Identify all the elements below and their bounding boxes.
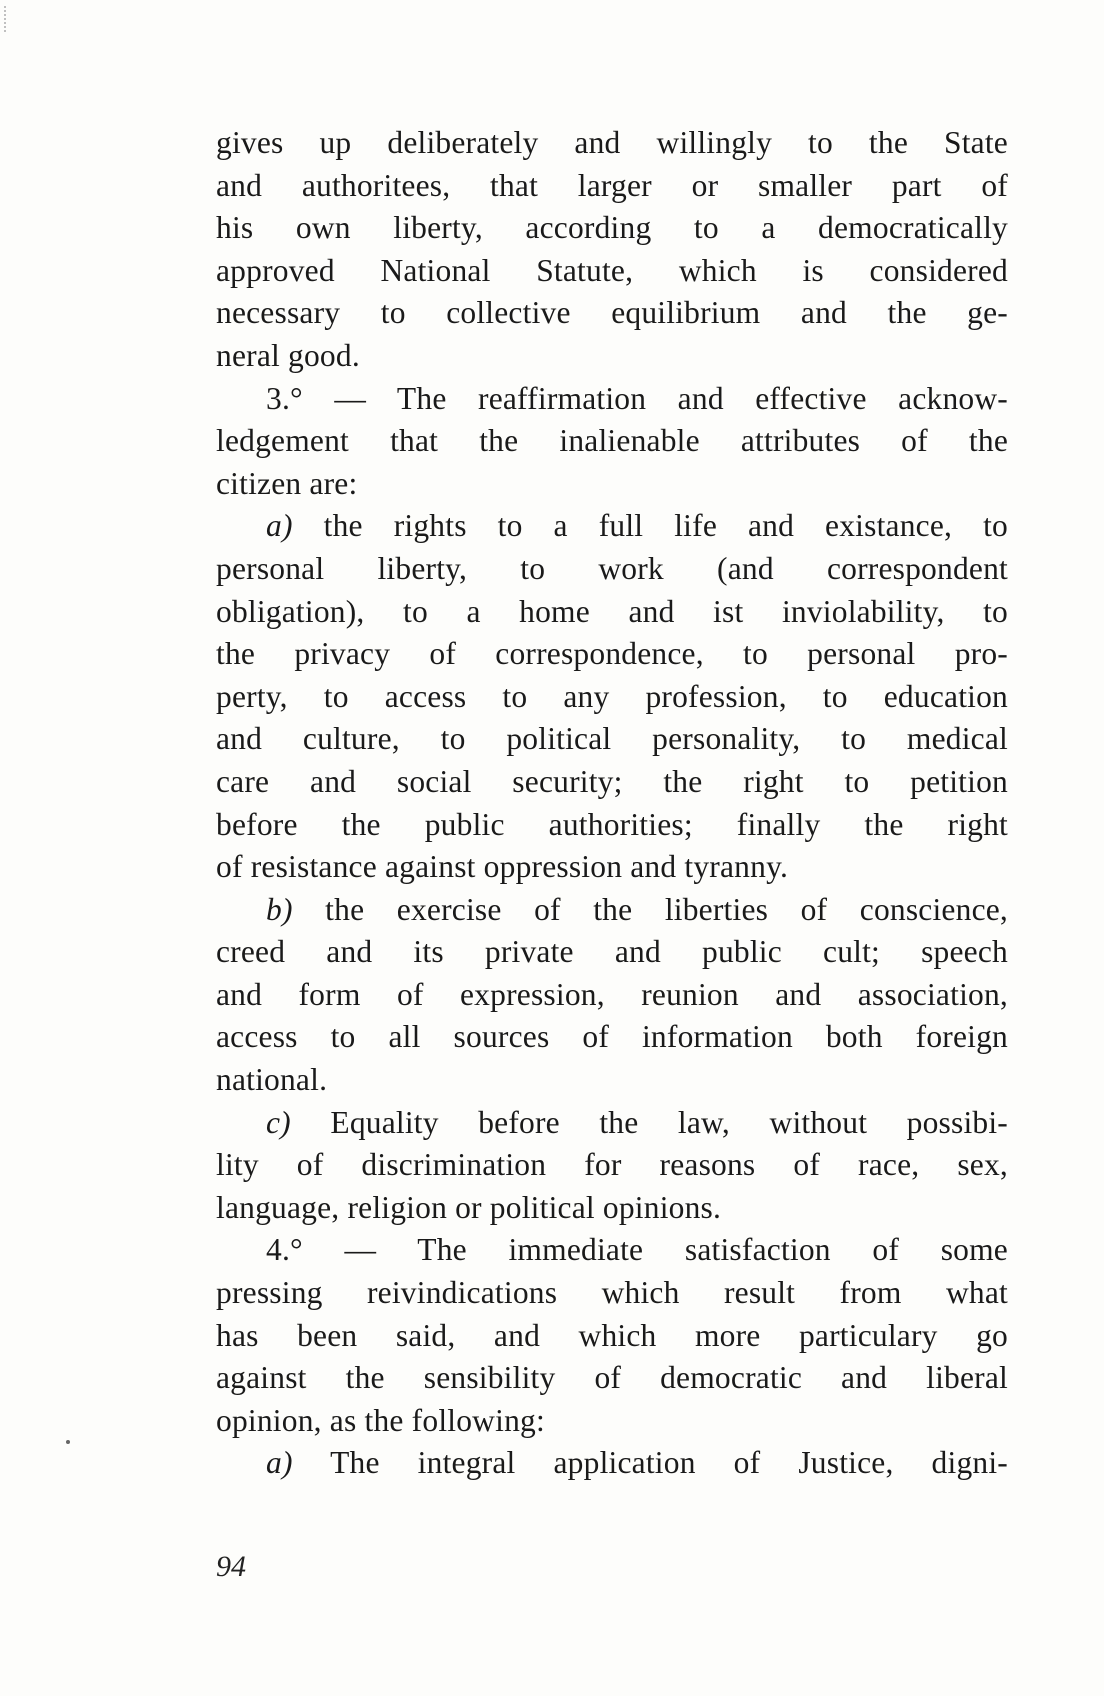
text-line: against the sensibility of democratic and liberal — [216, 1360, 1008, 1396]
text-line: neral good. — [216, 337, 360, 373]
text-line: his own liberty, according to a democratically — [216, 210, 1008, 246]
text-line: and authoritees, that larger or smaller part of — [216, 167, 1008, 203]
text-line: gives up deliberately and willingly to the State — [216, 125, 1008, 160]
text-line: pressing reivindications which result from what — [216, 1275, 1008, 1311]
list-marker: c) — [266, 1104, 291, 1140]
text-line: 3.° — The reaffirmation and effective acknow- — [266, 380, 1008, 416]
text-line: before the public authorities; finally the right — [216, 806, 1008, 842]
page-number: 94 — [216, 1550, 246, 1583]
text-run: the rights to a full life and existance, to — [323, 508, 1008, 544]
page-speck — [66, 1440, 70, 1444]
text-line: national. — [216, 1062, 328, 1098]
text-line: necessary to collective equilibrium and the ge- — [216, 295, 1008, 331]
text-line: obligation), to a home and ist inviolability, to — [216, 593, 1008, 629]
text-line — [216, 505, 1008, 548]
list-marker: a) — [266, 508, 293, 544]
text-line — [216, 1102, 1008, 1145]
text-line: the privacy of correspondence, to personal pro- — [216, 636, 1008, 672]
text-run: Equality before the law, without possibi- — [330, 1104, 1008, 1140]
text-line: citizen are: — [216, 465, 358, 501]
text-line: has been said, and which more particulary go — [216, 1317, 1008, 1353]
text-run: The integral application of Justice, digni- — [330, 1445, 1008, 1481]
text-line: access to all sources of information both foreign — [216, 1019, 1008, 1055]
body-text — [216, 122, 1008, 1485]
page-corner-mark — [4, 6, 14, 32]
text-line: language, religion or political opinions. — [216, 1189, 722, 1225]
text-line: opinion, as the following: — [216, 1402, 545, 1438]
list-marker: a) — [266, 1445, 293, 1481]
text-line: approved National Statute, which is considered — [216, 252, 1008, 288]
text-line: of resistance against oppression and tyranny. — [216, 849, 789, 885]
list-marker: b) — [266, 891, 293, 927]
text-line: care and social security; the right to petition — [216, 763, 1008, 799]
text-line: perty, to access to any profession, to education — [216, 678, 1008, 714]
text-line: creed and its private and public cult; speech — [216, 934, 1008, 970]
text-run: the exercise of the liberties of conscience, — [325, 891, 1009, 927]
text-line — [216, 889, 1008, 932]
text-line: ledgement that the inalienable attributes of the — [216, 423, 1008, 459]
text-line — [216, 1442, 1008, 1485]
text-line: and culture, to political personality, to medical — [216, 721, 1008, 757]
text-line: personal liberty, to work (and correspondent — [216, 550, 1008, 586]
text-line: and form of expression, reunion and association, — [216, 976, 1008, 1012]
text-line: lity of discrimination for reasons of race, sex, — [216, 1147, 1008, 1183]
text-line: 4.° — The immediate satisfaction of some — [266, 1232, 1008, 1268]
